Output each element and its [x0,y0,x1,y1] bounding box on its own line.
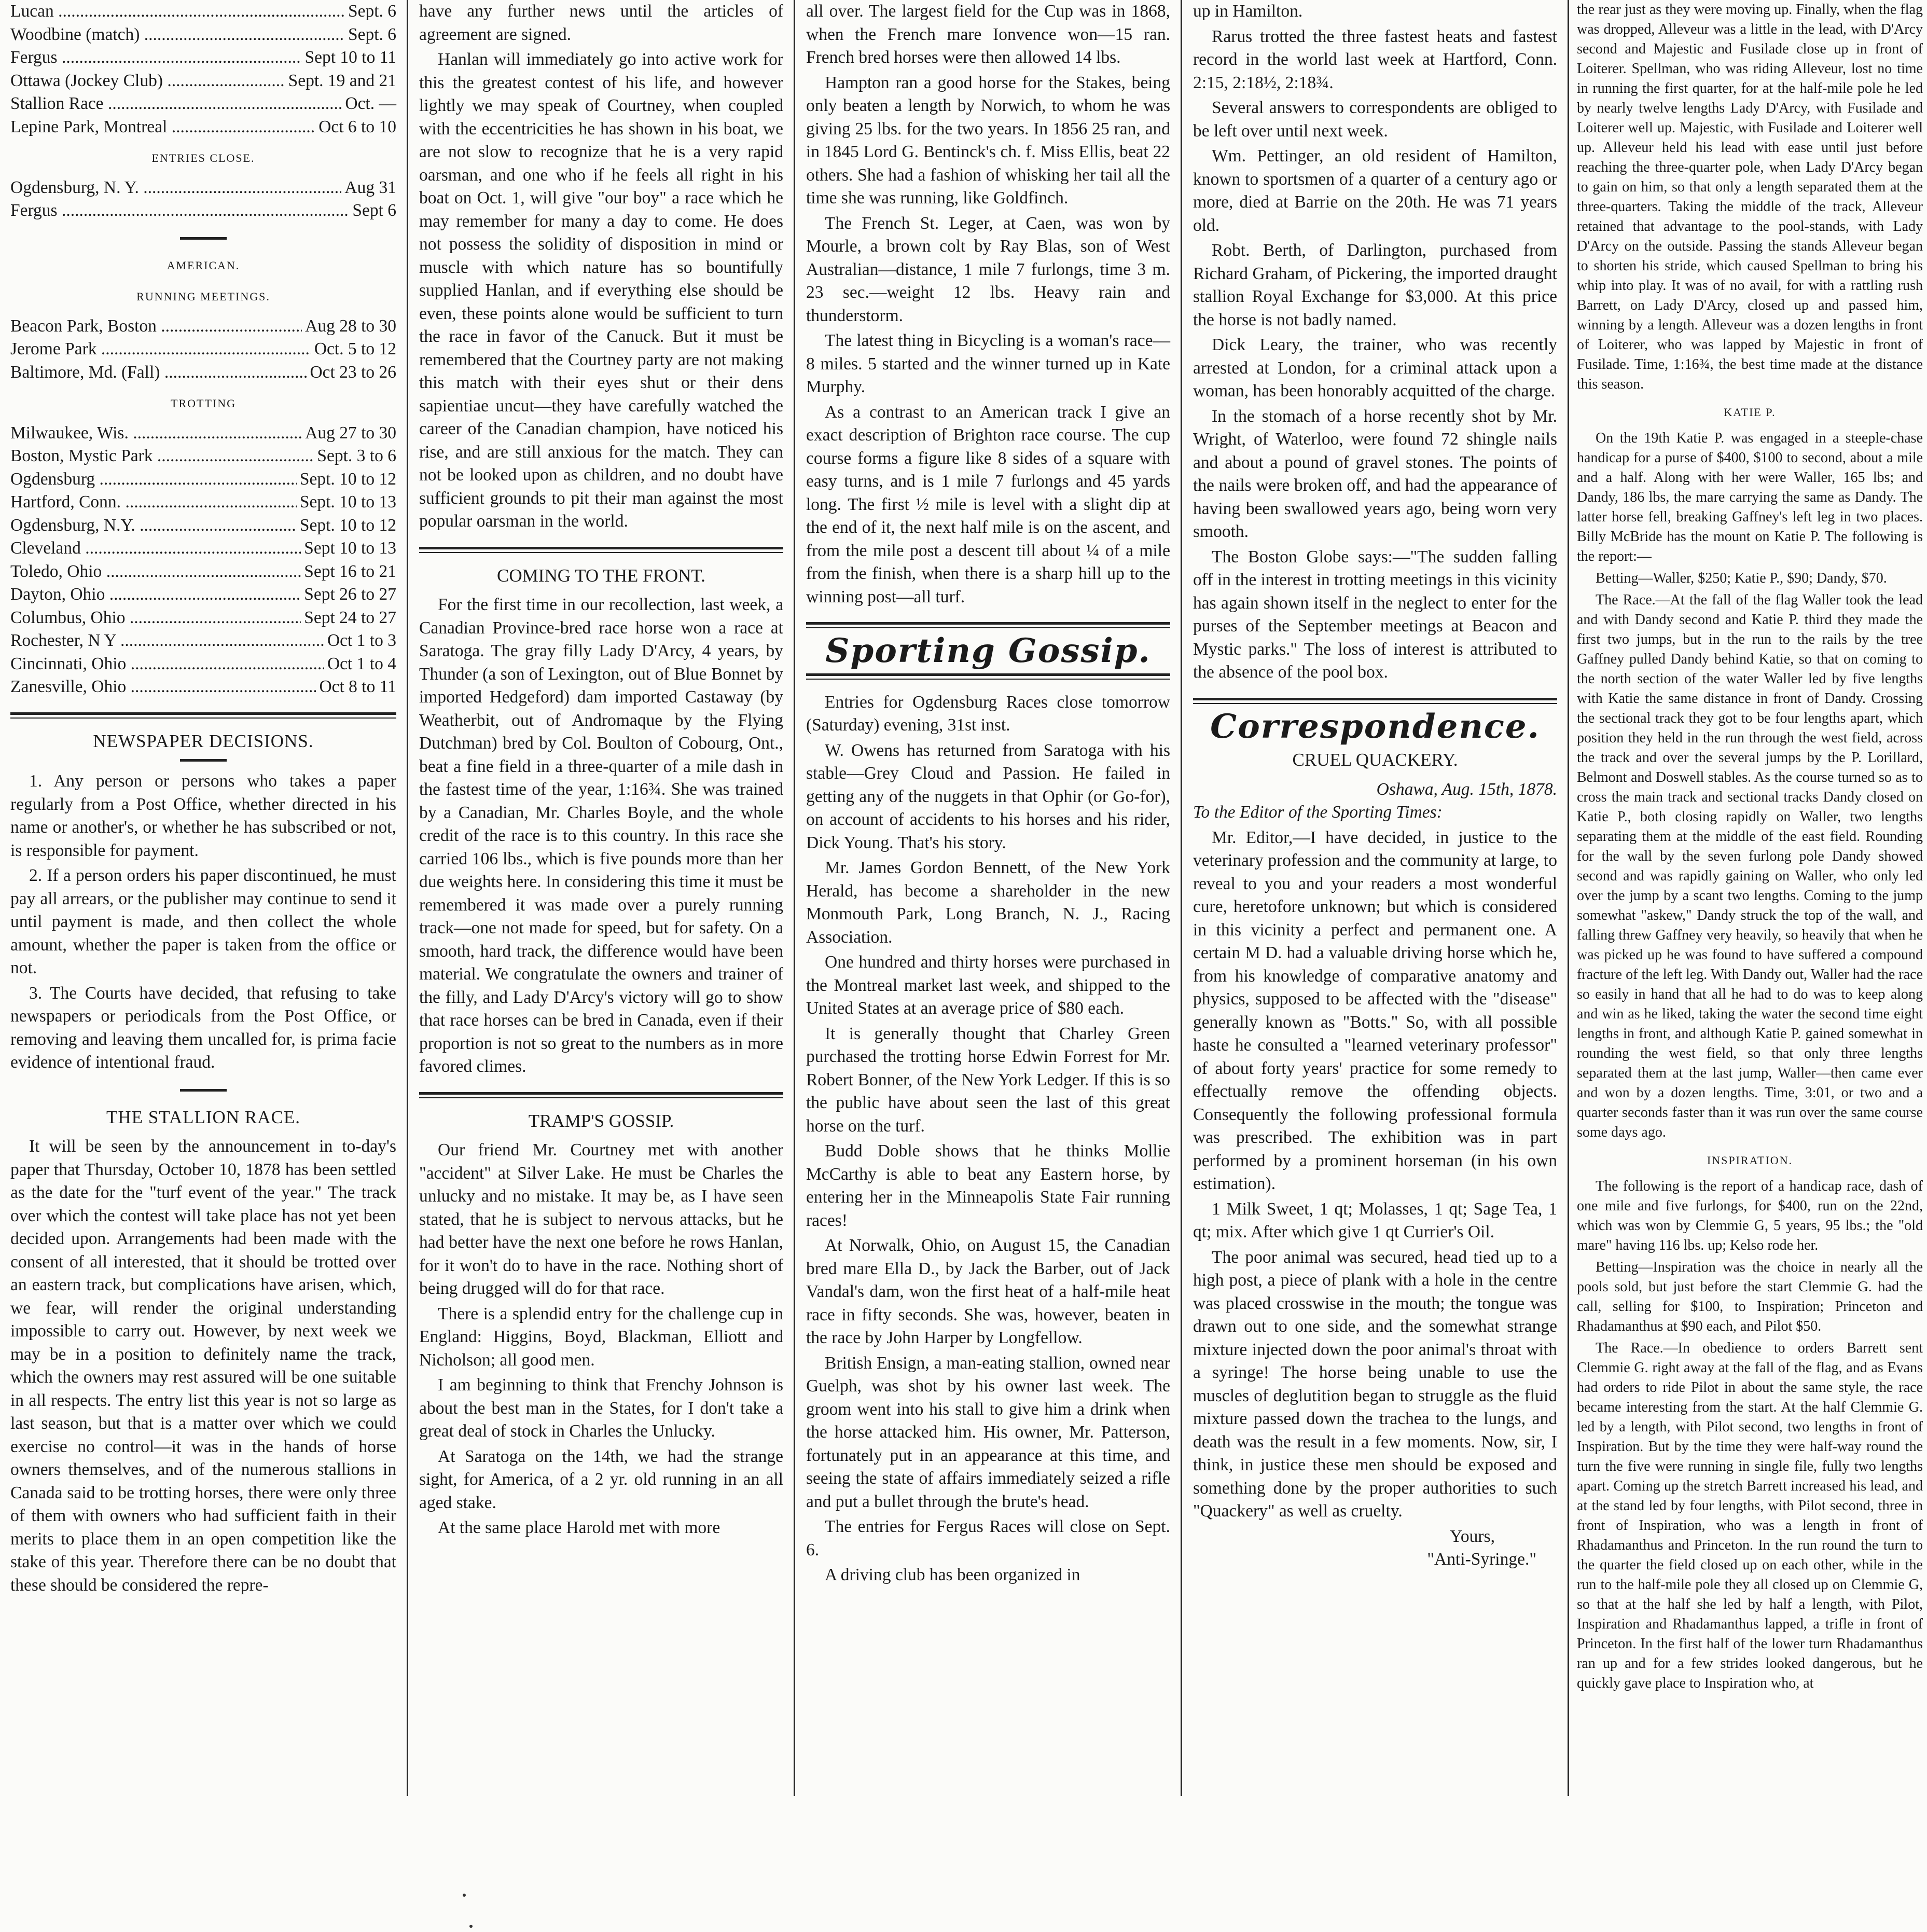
fixture-row [10,70,396,93]
column-2 [409,0,794,1800]
gossip-item: It is generally thought that Charley Green purchased the trotting horse Edwin Forrest for Mr. Robert Bonner, of the New York Ledger. If this is so the public have about seen the last of this great horse on the turf. [806,1024,1170,1136]
fixture-row [10,675,396,699]
trotting-list [10,422,396,699]
fixture-place: Boston, Mystic Park ..... [10,445,314,468]
newspaper-decisions-title: NEWSPAPER DECISIONS. [93,730,314,751]
fixture-place: Baltimore, Md. (Fall) ..... [10,361,307,384]
article-text: Dick Leary, the trainer, who was recently arrested at London, for a criminal attack upon a woman, has been honorably acquitted of the charge. [1193,335,1557,401]
correspondence-title: Correspondence. [1210,707,1540,746]
fixture-dates: Aug 27 to 30 [305,423,396,443]
double-rule [806,622,1170,628]
gossip-item: One hundred and thirty horses were purchased in the Montreal market last week, and shipped to the United States at an average price of $80 each. [806,953,1170,1018]
article-text: The following is the report of a handicap race, dash of one mile and five furlongs, for $400, run on the 22nd, which was won by Clemmie G, 5 years, 95 lbs.; the "old mare" having 116 lbs. up; Kelso rode her. [1577,1178,1923,1253]
fixture-dates: Sept 6 [352,201,396,220]
salutation: To the Editor of the Sporting Times: [1193,803,1443,822]
fixture-row [10,338,396,361]
decision-paragraph: 2. If a person orders his paper discontinued, he must pay all arrears, or the publisher may continue to send it until payment is made, and then collect the whole amount, whether the paper is taken from the office or not. [10,866,396,977]
tramps-gossip-title: TRAMP'S GOSSIP. [528,1110,674,1131]
fixture-dates: Oct 1 to 3 [327,631,396,650]
fixture-place: Stallion Race ..... [10,92,342,116]
fixture-row [10,0,396,23]
fixture-row [10,514,396,537]
article-text: For the first time in our recollection, last week, a Canadian Province-bred race horse won a race at Saratoga. The gray filly Lady D'Arcy, 4 years, by Thunder (a son of Lexington, out of Blue Bonnet by imported Hedgeford) dam imported Castaway (by Weatherbit, out of Andromaque by the Flying Dutchman) bred by Col. Boulton of Cobourg, Ont., beat a fine field in a three-quarter of a mile dash in the fastest time of the year, 1:16¾. She was trained by a Canadian, Mr. Charles Boyle, and the whole credit of the race is to this country. In this race she carried 106 lbs., which is five pounds more than her due weights here. In considering this time it must be remembered it was made over a purely running track—one not made for speed, but for safety. On a smooth, hard track, the difference would have been material. We congratulate the owners and trainer of the filly, and Lady D'Arcy's victory will go to show that race horses can be bred in Canada, even if their proportion is not so great to the numbers as in more favored climes. [419,595,783,1076]
fixture-dates: Oct. 5 to 12 [314,339,396,358]
fixture-row [10,199,396,223]
fixture-place: Woodbine (match) ..... [10,23,345,47]
fixture-place: Cincinnati, Ohio ..... [10,653,324,676]
article-text: The Boston Globe says:—"The sudden falling off in the interest in trotting meetings in this vicinity has again shown itself in the neglect to enter for the purses of the September meetings at Beacon and Mystic parks." The loss of interest is attributed to the absence of the pool box. [1193,547,1557,682]
fixture-dates: Oct 23 to 26 [310,362,396,382]
fixture-row [10,653,396,676]
double-rule [806,673,1170,680]
fixture-row [10,92,396,116]
fixture-dates: Sept 10 to 13 [304,539,396,558]
fixture-place: Zanesville, Ohio ..... [10,675,316,699]
fixture-dates: Sept 26 to 27 [304,585,396,604]
article-text: Hanlan will immediately go into active work for this the greatest contest of his life, and however lightly we may speak of Courtney, when coupled with the eccentricities he has shown in his boat, we are not slow to recognize that he is a very rapid oarsman, and one who if he feels all right in his boat on Oct. 1, will give "our boy" a race which he may remember for many a day to come. He does not possess the solidity of disposition in mind or muscle with which nature has so bountifully supplied Hanlan, and if everything else should be even, these points alone would be sufficient to turn the race in favor of the Canuck. But it must be remembered that the Courtney party are not making this match with their eyes shut or their dens sapientiae uncut—they have carefully watched the career of the Canadian champion, have noticed his rise, and are still anxious for the match. They can not be looked upon as children, and no doubt have sufficient grounds to pit their man against the most popular oarsman in the world. [419,50,783,531]
short-rule [180,237,227,240]
article-text: The Race.—In obedience to orders Barrett sent Clemmie G. right away at the fall of the flag, and as Evans had orders to ride Pilot in about the same style, the race became interesting from the start. At the half Clemmie G. led by a length, with Pilot second, two lengths in front of Inspiration. But by the time they were half-way round the turn the five were running in single file, fully two lengths apart. Coming up the stretch Barrett increased his lead, and at the stand led by four lengths, with Pilot second, three in front of Inspiration, who was a length in front of Rhadamanthus and Princeton. In the run round the turn to the quarter the field closed up on each other, while in the run to the half-mile pole they all closed up on Clemmie G, so that at the half she led by half a length, with Pilot, Inspiration and Rhadamanthus lapped, a trifle in front of Princeton. In the first half of the lower turn Rhadamanthus ran up and for a few strides looked dangerous, but he quickly gave place to Inspiration who, at [1577,1340,1923,1691]
fixture-place: Milwaukee, Wis. ..... [10,422,302,445]
article-text: up in Hamilton. [1193,2,1303,21]
fixture-dates: Oct 6 to 10 [318,117,396,136]
stallion-race-title: THE STALLION RACE. [106,1107,300,1127]
column-3 [796,0,1181,1800]
article-text: have any further news until the articles of agreement are signed. [419,2,783,44]
fixture-dates: Sept. 19 and 21 [288,71,396,90]
article-text: The latest thing in Bicycling is a woman's race—8 miles. 5 started and the winner turned up in Kate Murphy. [806,331,1170,396]
column-rule [1181,0,1182,1796]
signature: "Anti-Syringe." [1427,1550,1536,1569]
fixture-row [10,606,396,630]
article-text: The French St. Leger, at Caen, was won by Mourle, a brown colt by Ray Blas, son of West Australian—distance, 1 mile 7 furlongs, time 3 m. 23 sec.—weight 12 lbs. Heavy rain and thunderstorm. [806,213,1170,325]
fixture-row [10,176,396,200]
fixture-row [10,315,396,338]
gossip-item: The entries for Fergus Races will close on Sept. 6. [806,1517,1170,1560]
article-text: the rear just as they were moving up. Finally, when the flag was dropped, Alleveur was a little in the lead, with D'Arcy second and Majestic and Fusilade close up in front of Loiterer. Spellman, who was riding Alleveur, lost no time in running the first quarter, for at the half-mile pole he led by nearly twelve lengths Lady D'Arcy, with Fusilade and Loiterer well up. Majestic, with Fusilade and Loiterer well up. Alleveur held his lead with ease until just before reaching the three-quarter pole, when Lady D'Arcy began to gain on him, so that only a length separated them at the three-quarters. Taking the middle of the track, Alleveur retained that advantage to the pool-stands, with Lady D'Arcy on the outside. Passing the stands Alleveur began to shorten his stride, which caused Spellman to bring his whip into play. It was of no avail, for with a rattling rush Barrett, on Lady D'Arcy, closed up and passed him, winning by a length. Alleveur was a dozen lengths in front of Loiterer, who was lapped by Majestic in front of Fusilade. Time, 1:16¾, the best time made at the distance this season. [1577,2,1923,392]
fixture-dates: Aug 28 to 30 [305,316,396,336]
short-rule [180,1089,227,1092]
running-meetings-list [10,315,396,384]
fixture-dates: Aug 31 [344,177,396,197]
article-text: all over. The largest field for the Cup was in 1868, when the French mare Ionvence won—15 ran. French bred horses were then allowed 14 lbs. [806,2,1170,67]
fixture-place: Fergus ..... [10,199,349,223]
fixture-row [10,116,396,139]
fixture-row [10,422,396,445]
inspiration-heading: INSPIRATION. [1707,1154,1793,1167]
katie-p-heading: KATIE P. [1724,406,1776,419]
fixture-place: Columbus, Ohio ..... [10,606,301,630]
canadian-fixtures-list [10,0,396,139]
running-meetings-heading: RUNNING MEETINGS. [136,290,270,303]
fixture-place: Hartford, Conn. ..... [10,491,297,514]
column-rule [1568,0,1569,1796]
fixture-row [10,491,396,514]
article-text: The Race.—At the fall of the flag Waller took the lead and with Dandy second and Katie P. third they made the first two jumps, but in the run to the rails by the tree Gaffney pulled Dandy behind Katie, so that on coming to the north section of the water Waller led by five lengths with Katie the same distance in front of Dandy. Crossing the sectional track they got to be four lengths apart, which position they held in the run through the west field, across the track and over the several jumps by the P. Lorillard, Belmont and Doswell stables. As the course turned so as to cross the main track and sectional tracks Dandy closed on Katie P., both closing rapidly on Waller, two lengths separating them at the middle of the east field. Rounding for the wall by the seven furlong pole Dandy showed second and was rapidly gaining on Waller, who only led over the jump by a scant two lengths. Coming to the jump somewhat "askew," Dandy struck the top of the wall, and falling threw Gaffney very heavily, so heavily that when he was picked up he was found to have suffered a compound fracture of the left leg. With Dandy out, Waller had the race so easily in hand that all he had to do was to keep along and win as he liked, taking the water the second time eight lengths in front, and although Katie P. gained somewhat in rounding the west field, so that only three lengths separated them at the last jump, Waller—then came ever and won by a dozen lengths. Time, 3:01, or two and a quarter seconds faster than it was run over the same course some days ago. [1577,592,1923,1140]
article-text: Robt. Berth, of Darlington, purchased from Richard Graham, of Pickering, the imported draught stallion Royal Exchange for $3,000. At this price the horse is not badly named. [1193,241,1557,329]
article-text: Hampton ran a good horse for the Stakes, being only beaten a length by Norwich, to whom he was giving 25 lbs. for the two years. In 1856 25 ran, and in 1845 Lord G. Bentinck's ch. f. Miss Ellis, beat 22 others. She had a fashion of whisking her tail all the time she was running, like Goldfinch. [806,73,1170,208]
fixture-row [10,537,396,560]
fixture-place: Dayton, Ohio ..... [10,583,301,606]
fixture-place: Lucan ..... [10,0,345,23]
double-rule [1193,698,1557,704]
column-1 [0,0,407,1800]
fixture-dates: Sept. 3 to 6 [317,446,396,465]
article-text: Rarus trotted the three fastest heats and fastest record in the world last week at Hartford, Conn. 2:15, 2:18½, 2:18¾. [1193,26,1557,92]
coming-to-the-front-title: COMING TO THE FRONT. [497,565,705,586]
fixture-dates: Sept. 10 to 12 [299,469,396,489]
article-text: As a contrast to an American track I give an exact description of Brighton race course. The cup course forms a figure like 8 sides of a square with easy turns, and is 1 mile 7 furlongs and 45 yards long. The first ½ mile is level with a slight dip at the end of it, the next half mile is on the ascent, and from the mile post a descent till about ¼ of a mile from the finish, when there is a sharp hill up to the winning post—all turf. [806,402,1170,606]
fixture-place: Ogdensburg, N.Y. ..... [10,514,297,537]
fixture-row [10,23,396,47]
fixture-dates: Oct 1 to 4 [327,654,396,673]
fixture-dates: Oct 8 to 11 [319,677,396,696]
fixture-row [10,361,396,384]
gossip-item: Entries for Ogdensburg Races close tomorrow (Saturday) evening, 31st inst. [806,692,1170,735]
article-text: Betting—Inspiration was the choice in nearly all the pools sold, but just before the start Clemmie G. had the call, selling for $100, to Inspiration; Princeton and Rhadamanthus at $90 each, and Pilot $50. [1577,1259,1923,1334]
article-text: It will be seen by the announcement in to-day's paper that Thursday, October 10, 1878 has been settled as the date for the "turf event of the year." The track over which the contest will take place has not yet been decided upon. Arrangements had been made with the consent of all interested, that it should be trotted over an eastern track, but complications have arisen, which, we fear, will render the original understanding impossible to carry out. However, by next week we may be in a position to definitely name the track, which the owners may rest assured will be one suitable in all respects. The entry list this year is not so large as last season, but that is a matter over which we could exercise no control—it was in the hands of horse owners themselves, and of the numerous stallions in Canada said to be trotting horses, there were only three of them with owners who had sufficient faith in their merits to place them in an open competition like the stake of this year. Therefore there can be no doubt that these should be considered the repre- [10,1137,396,1595]
fixture-row [10,445,396,468]
fixture-dates: Sept. 10 to 12 [299,515,396,535]
article-text: At the same place Harold met with more [438,1518,720,1537]
sporting-gossip-title: Sporting Gossip. [825,631,1151,670]
article-text: Several answers to correspondents are obliged to be left over until next week. [1193,98,1557,141]
double-rule [419,1092,783,1098]
fixture-place: Toledo, Ohio ..... [10,560,301,584]
fixture-dates: Sept 10 to 11 [304,48,396,67]
entries-close-list [10,176,396,223]
fixture-dates: Sept 24 to 27 [304,608,396,627]
column-4 [1183,0,1568,1800]
column-rule [794,0,795,1796]
column-5 [1570,0,1927,1800]
fixture-place: Beacon Park, Boston ..... [10,315,302,338]
fixture-row [10,629,396,653]
dateline: Oshawa, Aug. 15th, 1878. [1376,779,1557,799]
double-rule [419,547,783,553]
gossip-item: At Norwalk, Ohio, on August 15, the Canadian bred mare Ella D., by Jack the Barber, out of Jack Vandal's dam, won the first heat of a half-mile heat race in fifty seconds. She was, however, beaten in the race by John Harper by Longfellow. [806,1236,1170,1347]
trotting-heading: TROTTING [171,397,236,410]
article-text: There is a splendid entry for the challenge cup in England: Higgins, Boyd, Blackman, Elliott and Nicholson; all good men. [419,1304,783,1370]
cruel-quackery-title: CRUEL QUACKERY. [1292,750,1458,770]
fixture-dates: Sept 16 to 21 [304,561,396,581]
article-text: Wm. Pettinger, an old resident of Hamilton, known to sportsmen of a quarter of a century ago or more, died at Barrie on the 20th. He was 71 years old. [1193,146,1557,235]
fixture-place: Ottawa (Jockey Club) ..... [10,70,285,93]
fixture-place: Fergus ..... [10,46,302,70]
fixture-dates: Sept. 6 [348,24,396,44]
double-rule [10,712,396,719]
fixture-place: Cleveland ..... [10,537,301,560]
decision-paragraph: 1. Any person or persons who takes a paper regularly from a Post Office, whether directed in his name or another's, or whether he has subscribed or not, is responsible for payment. [10,771,396,860]
fixture-dates: Sept. 6 [348,2,396,21]
letter-text: 1 Milk Sweet, 1 qt; Molasses, 1 qt; Sage Tea, 1 qt; mix. After which give 1 qt Currier's Oil. [1193,1199,1557,1241]
article-text: Betting—Waller, $250; Katie P., $90; Dandy, $70. [1596,570,1887,586]
print-speck [469,1925,473,1928]
article-text: In the stomach of a horse recently shot by Mr. Wright, of Waterloo, were found 72 shingle nails and about a pound of gravel stones. The points of the nails were broken off, and had the appearance of having been swallowed years ago, being worn very smooth. [1193,406,1557,541]
american-heading: AMERICAN. [167,258,240,272]
entries-close-heading: ENTRIES CLOSE. [151,151,255,164]
fixture-row [10,46,396,70]
fixture-row [10,583,396,606]
fixture-row [10,468,396,491]
fixture-dates: Oct. — [345,94,396,113]
letter-text: The poor animal was secured, head tied up to a high post, a piece of plank with a hole in the centre was placed crosswise in the mouth; the tongue was drawn out to one side, and the somewhat strange mixture injected down the poor animal's throat with a syringe! The horse being unable to use the muscles of deglutition began to struggle as the fluid mixture passed down the trachea to the lungs, and death was the result in a few moments. Now, sir, I think, in justice these men should be exposed and something done by the proper authorities to such "Quackery" as well as cruelty. [1193,1247,1557,1521]
article-text: At Saratoga on the 14th, we had the strange sight, for America, of a 2 yr. old running in an all aged stake. [419,1446,783,1512]
gossip-item: Budd Doble shows that he thinks Mollie McCarthy is able to beat any Eastern horse, by entering her in the Minneapolis State Fair running races! [806,1141,1170,1230]
fixture-place: Rochester, N Y ..... [10,629,324,653]
print-speck [463,1894,466,1897]
gossip-item: Mr. James Gordon Bennett, of the New York Herald, has become a shareholder in the new Monmouth Park, Long Branch, N. J., Racing Association. [806,858,1170,947]
article-text: On the 19th Katie P. was engaged in a steeple-chase handicap for a purse of $400, $100 to second, about a mile and a half. Along with her were Waller, 165 lbs; and Dandy, 186 lbs, the mare carrying the same as Dandy. The latter horse fell, breaking Gaffney's left leg in two places. Billy McBride has the mount on Katie P. The following is the report:— [1577,430,1923,564]
closing: Yours, [1450,1526,1495,1546]
fixture-place: Jerome Park ..... [10,338,311,361]
gossip-item: A driving club has been organized in [825,1565,1080,1584]
decision-paragraph: 3. The Courts have decided, that refusing to take newspapers or periodicals from the Post Office, or removing and leaving them uncalled for, is prima facie evidence of intentional fraud. [10,983,396,1072]
fixture-place: Ogdensburg ..... [10,468,297,491]
gossip-item: W. Owens has returned from Saratoga with his stable—Grey Cloud and Passion. He failed in getting any of the nuggets in that Ophir (or Go-for), on account of accidents to his horses and his rider, Dick Young. That's his story. [806,740,1170,852]
article-text: I am beginning to think that Frenchy Johnson is about the best man in the States, for I don't take a great deal of stock in Charles the Unlucky. [419,1375,783,1441]
letter-text: Mr. Editor,—I have decided, in justice to the veterinary profession and the community at large, to reveal to you and your readers a most wonderful cure, heretofore unknown; but which is considered in this vicinity a perfect and permanent one. A certain M D. had a valuable driving horse which he, from his knowledge of comparative anatomy and physics, supposed to be affected with the "disease" generally known as "Botts." So, with all possible haste he consulted a "learned veterinary professor" of about forty years' practice for some remedy to effectually remove the offending objects. Consequently the following professional formula was prescribed. The exhibition was in part performed by a prominent horseman (in his own estimation). [1193,827,1557,1193]
fixture-dates: Sept. 10 to 13 [299,492,396,512]
article-text: Our friend Mr. Courtney met with another "accident" at Silver Lake. He must be Charles the unlucky and no mistake. It may be, as I have seen stated, that he is subject to nervous attacks, but he had better have the next one before he rows Hanlan, for it won't do to have in the race. Nothing short of being drugged will do for that race. [419,1140,783,1298]
fixture-place: Ogdensburg, N. Y. ..... [10,176,341,200]
gossip-item: British Ensign, a man-eating stallion, owned near Guelph, was shot by his owner last week. The groom went into his stall to give him a drink when the horse attacked him. His owner, Mr. Patterson, fortunately put in an appearance at this time, and seeing the state of affairs immediately seized a rifle and put a bullet through the brute's head. [806,1353,1170,1511]
column-rule [407,0,408,1796]
short-rule [180,759,227,762]
fixture-row [10,560,396,584]
fixture-place: Lepine Park, Montreal ..... [10,116,315,139]
